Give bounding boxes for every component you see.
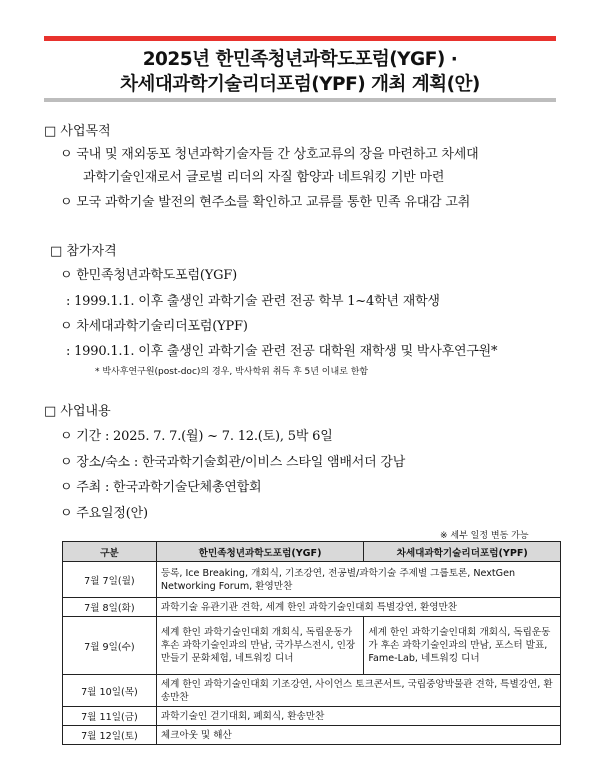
section-heading-content: □ 사업내용	[44, 404, 111, 419]
table-header-day: 구분	[63, 542, 157, 562]
table-header-ypf: 차세대과학기술리더포럼(YPF)	[364, 542, 561, 562]
postdoc-footnote: * 박사후연구원(post-doc)의 경우, 박사학위 취득 후 5년 이내로 한함	[95, 367, 369, 377]
table-row	[63, 726, 561, 745]
table-cell-day: 7월 7일(월)	[63, 562, 157, 598]
table-cell-day: 7월 8일(화)	[63, 598, 157, 617]
purpose-bullet-1-line2: 과학기술인재로서 글로벌 리더의 자질 함양과 네트워킹 기반 마련	[83, 170, 445, 185]
section-heading-eligibility: □ 참가자격	[50, 244, 117, 259]
table-row	[63, 617, 561, 675]
title-top-rule	[44, 36, 556, 41]
table-cell-day: 7월 10일(목)	[63, 675, 157, 707]
table-row	[63, 707, 561, 726]
table-cell-both: 과학기술 유관기관 견학, 세계 한인 과학기술인대회 특별강연, 환영만찬	[156, 598, 560, 617]
table-row	[63, 598, 561, 617]
table-cell-day: 7월 11일(금)	[63, 707, 157, 726]
table-cell-both: 세계 한인 과학기술인대회 기조강연, 사이언스 토크콘서트, 국립중앙박물관 견학, 특별강연, 환송만찬	[156, 675, 560, 707]
purpose-bullet-1-line1: ㅇ 국내 및 재외동포 청년과학기술자들 간 상호교류의 장을 마련하고 차세대	[60, 147, 479, 162]
content-host: ㅇ 주최 : 한국과학기술단체총연합회	[60, 480, 262, 495]
table-header-ygf: 한민족청년과학도포럼(YGF)	[156, 542, 364, 562]
table-header-row	[63, 542, 561, 562]
table-cell-both: 체크아웃 및 해산	[156, 726, 560, 745]
table-cell-both: 등록, Ice Breaking, 개회식, 기조강연, 전공별/과학기술 주제별 그룹토론, NextGen Networking Forum, 환영만찬	[156, 562, 560, 598]
eligibility-ygf-name: ㅇ 한민족청년과학도포럼(YGF)	[60, 268, 238, 283]
table-row	[63, 675, 561, 707]
eligibility-ypf-name: ㅇ 차세대과학기술리더포럼(YPF)	[60, 319, 248, 334]
table-row	[63, 562, 561, 598]
content-schedule-label: ㅇ 주요일정(안)	[60, 506, 148, 521]
eligibility-ypf-desc: : 1990.1.1. 이후 출생인 과학기술 관련 전공 대학원 재학생 및 박사후연구원*	[66, 344, 498, 359]
title-bottom-rule	[44, 98, 556, 102]
content-venue: ㅇ 장소/숙소 : 한국과학기술회관/이비스 스타일 앰배서더 강남	[60, 455, 406, 470]
schedule-change-note: ※ 세부 일정 변동 가능	[440, 531, 529, 541]
document-title-line2: 차세대과학기술리더포럼(YPF) 개최 계획(안)	[120, 74, 480, 95]
eligibility-ygf-desc: : 1999.1.1. 이후 출생인 과학기술 관련 전공 학부 1~4학년 재학생	[66, 294, 440, 309]
schedule-table	[62, 541, 561, 745]
table-cell-ypf: 세계 한인 과학기술인대회 개회식, 독립운동가 후손 과학기술인과의 만남, 포스터 발표, Fame-Lab, 네트워킹 디너	[364, 617, 561, 675]
table-cell-day: 7월 9일(수)	[63, 617, 157, 675]
section-heading-purpose: □ 사업목적	[44, 124, 111, 139]
table-cell-ygf: 세계 한인 과학기술인대회 개회식, 독립운동가 후손 과학기술인과의 만남, 국가부스전시, 인장만들기 문화체험, 네트워킹 디너	[156, 617, 364, 675]
purpose-bullet-2: ㅇ 모국 과학기술 발전의 현주소를 확인하고 교류를 통한 민족 유대감 고취	[60, 195, 471, 210]
table-cell-both: 과학기술인 걷기대회, 폐회식, 환송만찬	[156, 707, 560, 726]
document-title-line1: 2025년 한민족청년과학도포럼(YGF) ·	[142, 49, 458, 70]
content-period: ㅇ 기간 : 2025. 7. 7.(월) ~ 7. 12.(토), 5박 6일	[60, 429, 333, 444]
table-cell-day: 7월 12일(토)	[63, 726, 157, 745]
